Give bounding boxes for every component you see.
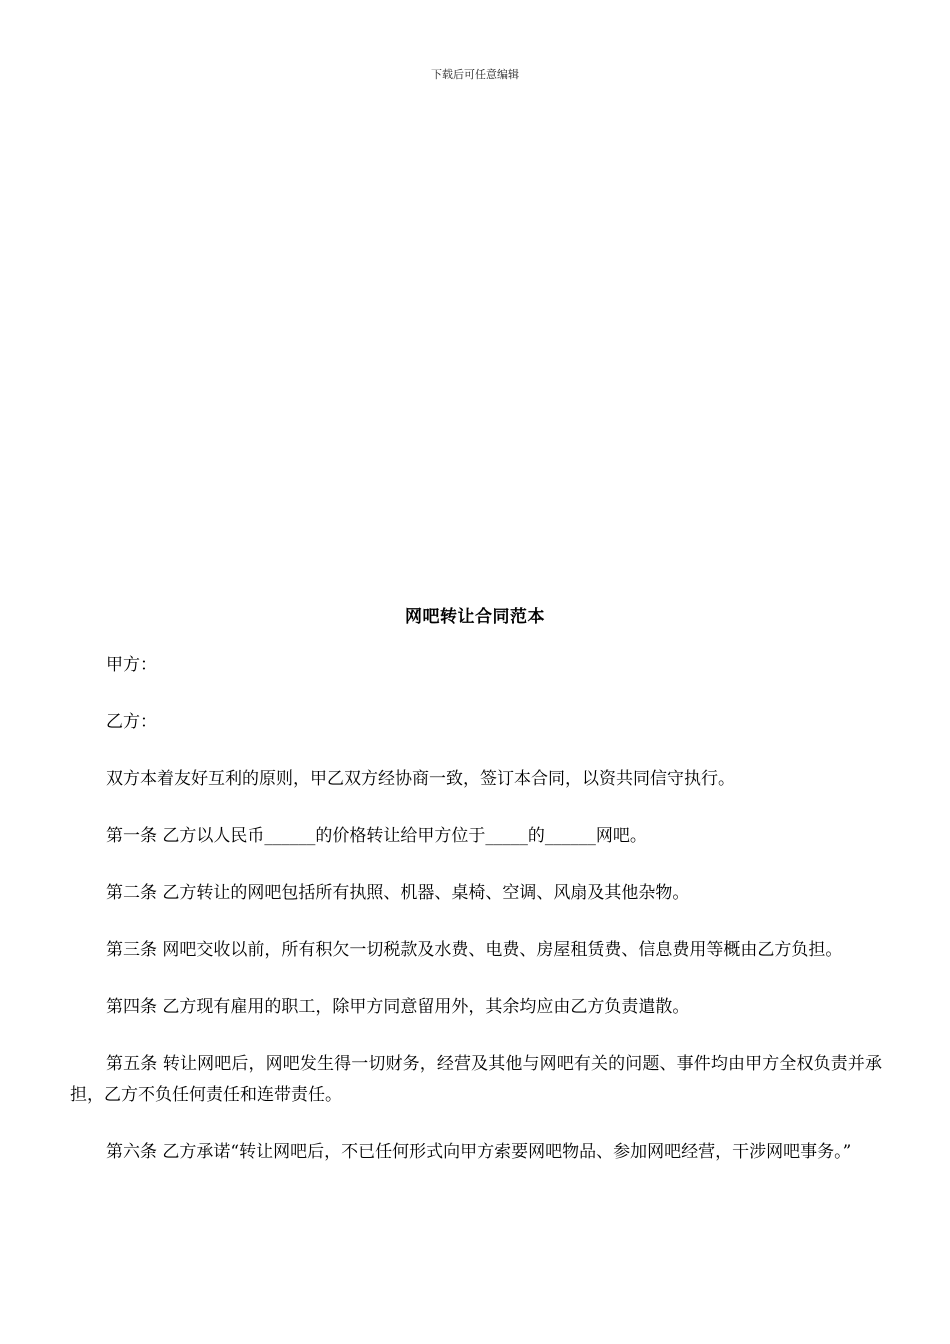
article-3: 第三条 网吧交收以前，所有积欠一切税款及水费、电费、房屋租赁费、信息费用等概由乙方负担。 <box>106 940 843 960</box>
article-2: 第二条 乙方转让的网吧包括所有执照、机器、桌椅、空调、风扇及其他杂物。 <box>106 883 690 903</box>
article-5: 第五条 转让网吧后，网吧发生得一切财务，经营及其他与网吧有关的问题、事件均由甲方全权负责并承担，乙方不负任何责任和连带责任。 <box>70 1054 882 1105</box>
article-1: 第一条 乙方以人民币______的价格转让给甲方位于_____的______网吧。 <box>106 826 647 846</box>
header-note: 下载后可任意编辑 <box>431 68 519 81</box>
document-body <box>70 650 882 1194</box>
party-b-line: 乙方： <box>106 712 157 732</box>
article-6: 第六条 乙方承诺“转让网吧后，不已任何形式向甲方索要网吧物品、参加网吧经营，干涉网吧事务。” <box>106 1142 852 1162</box>
preamble-paragraph: 双方本着友好互利的原则，甲乙双方经协商一致，签订本合同，以资共同信守执行。 <box>106 769 735 789</box>
document-title: 网吧转让合同范本 <box>405 607 545 627</box>
article-4: 第四条 乙方现有雇用的职工，除甲方同意留用外，其余均应由乙方负责遣散。 <box>106 997 690 1017</box>
party-a-line: 甲方： <box>106 655 157 675</box>
